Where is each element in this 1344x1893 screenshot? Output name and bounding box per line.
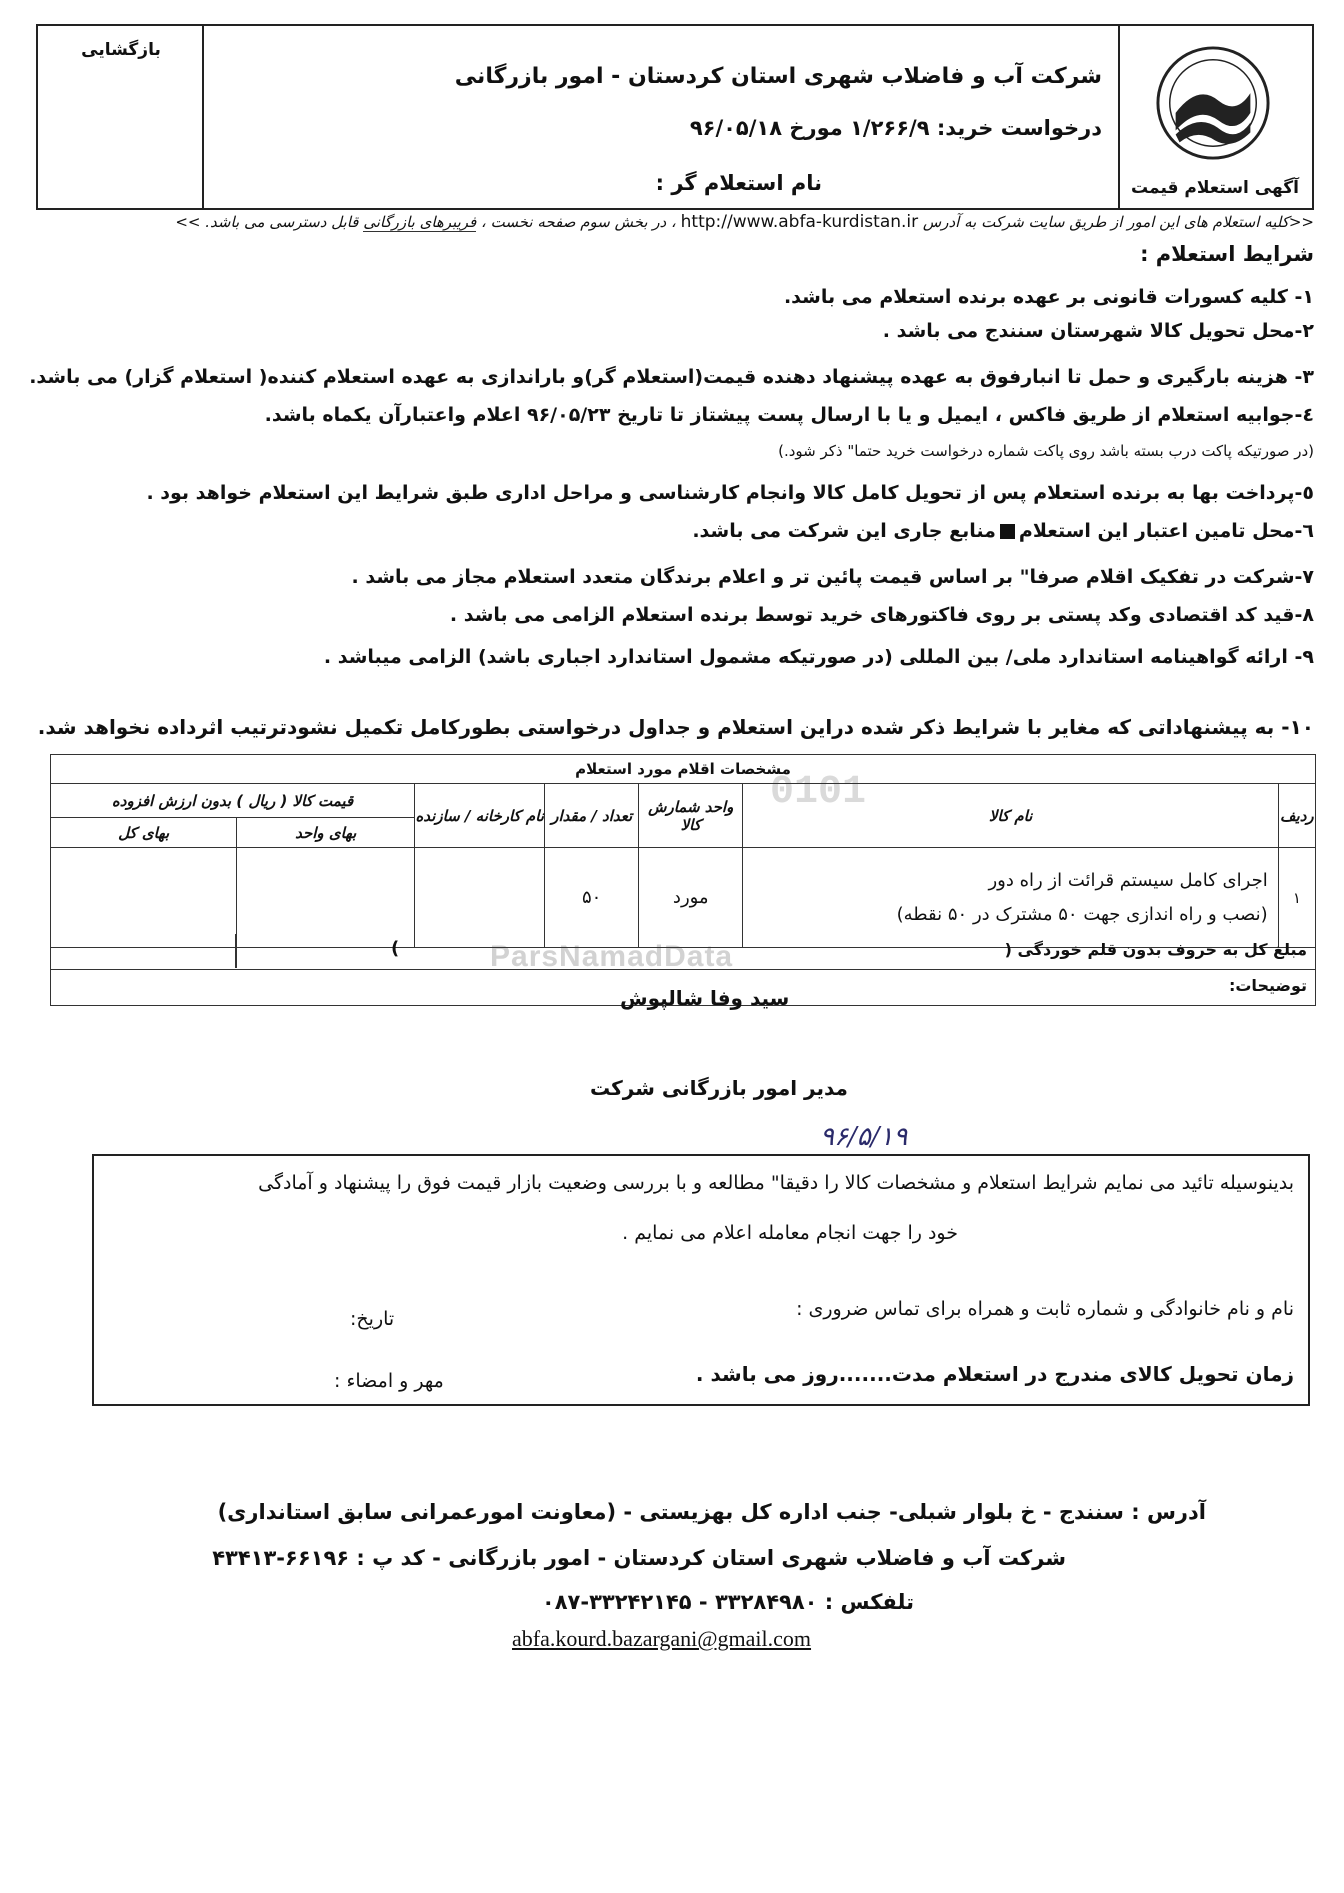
notice-part1: <<کلیه استعلام های این امور از طریق سایت شرکت به آدرس <box>918 213 1314 231</box>
notice-underlined: فریبرهای بازرگانی <box>363 213 477 231</box>
confirmation-box <box>92 1154 1310 1406</box>
footer-company-postal: شرکت آب و فاضلاب شهری استان کردستان - امور بازرگانی - کد پ : ۶۶۱۹۶-۴۳۴۱۳ <box>212 1546 1066 1570</box>
signer-name: سید وفا شالپوش <box>620 986 790 1010</box>
delivery-label: زمان تحویل کالای مندرج در استعلام مدت.......روز می باشد . <box>695 1362 1294 1386</box>
condition-6-source: منابع جاری این شرکت می باشد. <box>692 520 996 542</box>
total-words-label: مبلغ کل به حروف بدون قلم خوردگی ( <box>1004 940 1307 959</box>
header-box <box>36 24 1314 210</box>
handwritten-date: ۹۶/۵/۱۹ <box>820 1122 908 1152</box>
cell-row-number: ۱ <box>1278 848 1315 948</box>
footer-email[interactable]: abfa.kourd.bazargani@gmail.com <box>512 1626 812 1651</box>
condition-2: ۲-محل تحویل کالا شهرستان سنندج می باشد . <box>882 320 1314 342</box>
total-words-row <box>50 934 1316 970</box>
header-unit: واحد شمارش کالا <box>639 784 743 848</box>
notice-url[interactable]: http://www.abfa-kurdistan.ir <box>680 212 919 232</box>
conditions-title: شرایط استعلام : <box>1140 242 1314 266</box>
condition-1: ۱- کلیه کسورات قانونی بر عهده برنده استعلام می باشد. <box>783 286 1314 308</box>
header-price-group: قیمت کالا ( ریال ) بدون ارزش افزوده <box>51 784 415 818</box>
table-caption: مشخصات اقلام مورد استعلام <box>51 755 1316 784</box>
company-title: شرکت آب و فاضلاب شهری استان کردستان - امور بازرگانی <box>454 64 1102 89</box>
cell-total-price[interactable] <box>51 848 237 948</box>
cell-maker[interactable] <box>415 848 545 948</box>
item-name-line1: اجرای کامل سیستم قرائت از راه دور <box>988 869 1268 891</box>
confirm-line2: خود را جهت انجام معامله اعلام می نمایم . <box>622 1222 958 1244</box>
website-notice <box>52 212 1314 232</box>
checkbox-filled-icon <box>1000 524 1015 539</box>
logo-caption: آگهی استعلام قیمت <box>1131 178 1299 198</box>
cell-quantity: ۵۰ <box>545 848 639 948</box>
items-table <box>50 754 1316 948</box>
header-quantity: تعداد / مقدار <box>545 784 639 848</box>
footer-address: آدرس : سنندج - خ بلوار شبلی- جنب اداره کل بهزیستی - (معاونت امورعمرانی سابق استانداری) <box>217 1500 1206 1524</box>
total-words-close: ) <box>391 938 400 959</box>
condition-5: ٥-پرداخت بها به برنده استعلام پس از تحویل کامل کالا وانجام کارشناسی و مراحل اداری طبق شرایط این استعلام خواهد بود . <box>146 482 1314 504</box>
item-name-line2: (نصب و راه اندازی جهت ۵۰ مشترک در ۵۰ نقطه) <box>896 903 1268 925</box>
logo-cell <box>1118 26 1312 208</box>
signer-title: مدیر امور بازرگانی شرکت <box>590 1076 848 1100</box>
footer-fax: تلفکس : ۳۳۲۸۴۹۸۰ - ۳۳۲۴۲۱۴۵-۰۸۷ <box>541 1590 914 1614</box>
request-number: درخواست خرید: ۱/۲۶۶/۹ مورخ ۹۶/۰۵/۱۸ <box>689 116 1102 140</box>
cell-item-name <box>743 848 1278 948</box>
header-unit-price: بهای واحد <box>237 818 415 848</box>
watermark: ParsNamadData <box>490 940 734 973</box>
company-logo-icon <box>1154 44 1272 162</box>
header-item-name: نام کالا <box>743 784 1278 848</box>
notice-part2: ، در بخش سوم صفحه نخست ، <box>476 213 681 231</box>
table-row <box>51 848 1316 948</box>
header-maker: نام کارخانه / سازنده <box>415 784 545 848</box>
condition-6-label: ٦-محل تامین اعتبار این استعلام <box>1018 520 1314 542</box>
brand-cell <box>38 26 204 208</box>
seal-label: مهر و امضاء : <box>334 1370 444 1392</box>
condition-3: ۳- هزینه بارگیری و حمل تا انبارفوق به عهده پیشنهاد دهنده قیمت(استعلام گر)و باراندازی به عهده استعلام کننده( استعلام گزار) می باشد. <box>29 366 1314 388</box>
condition-4-note: (در صورتیکه پاکت درب بسته باشد روی پاکت شماره درخواست خرید حتما" ذکر شود.) <box>778 442 1314 460</box>
brand-label: بازگشایی <box>81 40 161 60</box>
inquirer-label: نام استعلام گر : <box>655 171 822 195</box>
condition-10: ۱۰- به پیشنهاداتی که مغایر با شرایط ذکر شده دراین استعلام و جداول درخواستی بطورکامل تکمیل نشودترتیب اثرداده نخواهد شد. <box>37 715 1314 739</box>
condition-9: ۹- ارائه گواهینامه استاندارد ملی/ بین المللی (در صورتیکه مشمول استاندارد اجباری باشد) الزامی میباشد . <box>323 646 1314 668</box>
cell-unit: مورد <box>639 848 743 948</box>
confirm-line1: بدینوسیله تائید می نمایم شرایط استعلام و مشخصات کالا را دقیقا" مطالعه و با بررسی وضعیت بازار قیمت فوق را پیشنهاد و آمادگی <box>258 1172 1294 1194</box>
notice-part3: قابل دسترسی می باشد. >> <box>175 213 364 231</box>
condition-6 <box>24 518 1314 544</box>
condition-4: ٤-جوابیه استعلام از طریق فاکس ، ایمیل و یا با ارسال پست پیشتاز تا تاریخ ۹۶/۰۵/۲۳ اعلام واعتبارآن یکماه باشد. <box>264 404 1314 426</box>
cell-unit-price[interactable] <box>237 848 415 948</box>
contact-label: نام و نام خانوادگی و شماره ثابت و همراه برای تماس ضروری : <box>796 1298 1294 1320</box>
header-total-price: بهای کل <box>51 818 237 848</box>
total-words-divider <box>235 934 237 968</box>
date-label: تاریخ: <box>350 1308 395 1330</box>
header-row-number: ردیف <box>1278 784 1315 848</box>
condition-8: ۸-قید کد اقتصادی وکد پستی بر روی فاکتورهای خرید توسط برنده استعلام الزامی می باشد . <box>449 604 1314 626</box>
notes-label: توضیحات: <box>1228 976 1307 995</box>
watermark-digits: 0101 <box>770 770 867 815</box>
condition-7: ۷-شرکت در تفکیک اقلام صرفا" بر اساس قیمت پائین تر و اعلام برندگان متعدد استعلام مجاز می باشد . <box>351 566 1314 588</box>
